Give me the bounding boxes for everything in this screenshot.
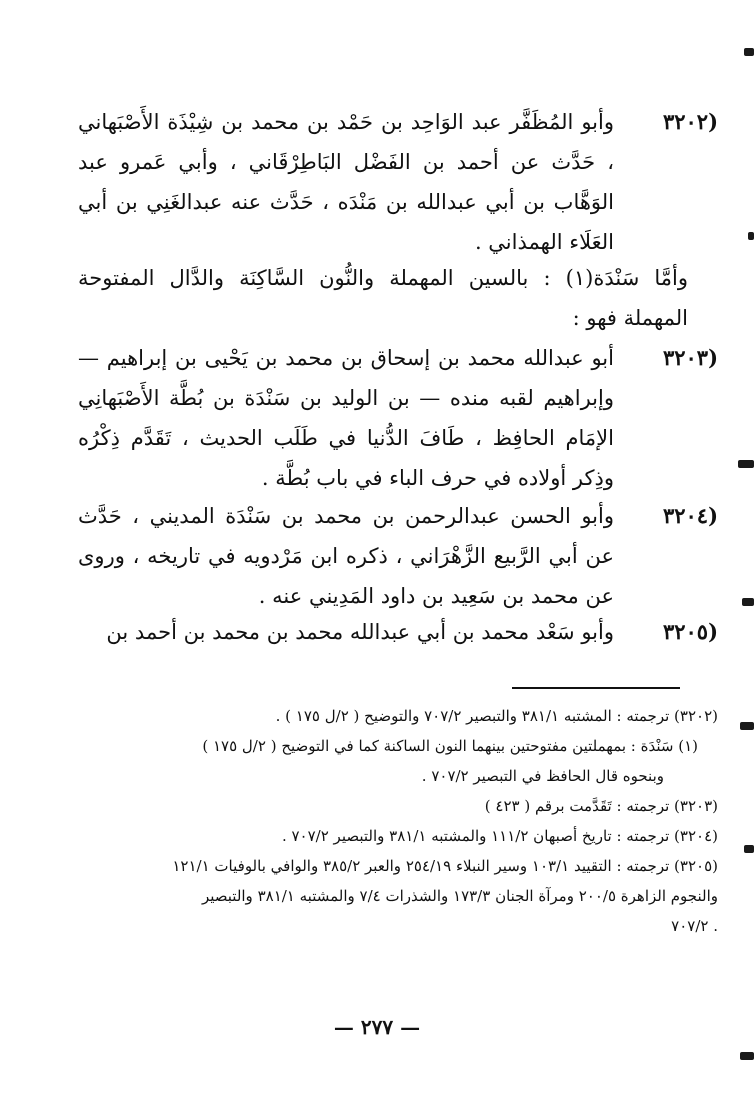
entry-text: وأبو المُظَفَّر عبد الوَاحِد بن حَمْد بن محمد بن شِيْذَة الأَصْبَهاني ، حَدَّث عن أحمد بن الفَضْل البَاطِرْقَاني ، وأبي عَمرو عبد الوَهَّاب بن أبي عبدالله بن مَنْدَه ، حَدَّث عنه عبدالغَنِي بن أبي العَلَاء الهمذاني .	[78, 110, 614, 254]
entry-3204	[78, 496, 718, 616]
entry-number: (٣٢٠٥	[662, 619, 718, 644]
footnote-3205-continued: والنجوم الزاهرة ٢٠٠/٥ ومرآة الجنان ١٧٣/٣ والشذرات ٧/٤ والمشتبه ٣٨١/١ والتبصير	[201, 887, 718, 905]
entry-text: وأمَّا سَنْدَة(١) : بالسين المهملة والنُّون السَّاكِنَة والدَّال المفتوحة المهملة فهو :	[78, 266, 689, 330]
scan-edge-mark	[742, 598, 754, 606]
entry-3205	[78, 612, 718, 652]
scan-edge-mark	[738, 460, 754, 468]
entry-text: أبو عبدالله محمد بن إسحاق بن محمد بن يَحْيى بن إبراهيم — وإبراهيم لقبه منده — بن الوليد بن سَنْدَة بن بُطَّة الأَصْبَهانِي الإمَام الحافِظ ، طَافَ الدُّنيا في طَلَب الحديث ، تَقَدَّم ذِكْرُه وذِكر أولاده في حرف الباء في باب بُطَّة .	[78, 346, 614, 490]
entry-3202	[78, 102, 718, 262]
page-number: — ٢٧٧ —	[333, 1015, 421, 1039]
scan-edge-mark	[744, 48, 754, 56]
footnote-3203: (٣٢٠٣) ترجمته : تَقَدَّمت برقم ( ٤٢٣ )	[484, 797, 718, 815]
footnote-3202: (٣٢٠٢) ترجمته : المشتبه ٣٨١/١ والتبصير ٧٠٧/٢ والتوضيح ( ٢/ل ١٧٥ ) .	[275, 707, 718, 725]
entry-number: (٣٢٠٢	[662, 109, 718, 134]
entry-number: (٣٢٠٣	[662, 345, 718, 370]
footnote-3205-end: . ٧٠٧/٢	[671, 917, 718, 935]
entry-number: (٣٢٠٤	[662, 503, 718, 528]
footnote-3205: (٣٢٠٥) ترجمته : التقييد ١٠٣/١ وسير النبلاء ٢٥٤/١٩ والعبر ٣٨٥/٢ والوافي بالوفيات ١٢١/١	[172, 857, 718, 875]
section-note-sanda	[78, 258, 718, 338]
entry-text: وأبو سَعْد محمد بن أبي عبدالله محمد بن محمد بن أحمد بن	[106, 620, 614, 644]
footnote-1-continued: وبنحوه قال الحافظ في التبصير ٧٠٧/٢ .	[421, 767, 664, 785]
scan-edge-mark	[740, 1052, 754, 1060]
footnote-3204: (٣٢٠٤) ترجمته : تاريخ أصبهان ١١١/٢ والمشتبه ٣٨١/١ والتبصير ٧٠٧/٢ .	[281, 827, 718, 845]
entry-3203	[78, 338, 718, 498]
footnote-1: (١) سَنْدَة : بمهملتين مفتوحتين بينهما النون الساكنة كما في التوضيح ( ٢/ل ١٧٥ )	[202, 737, 698, 755]
scan-edge-mark	[744, 845, 754, 853]
entry-text: وأبو الحسن عبدالرحمن بن محمد بن سَنْدَة المديني ، حَدَّث عن أبي الرَّبيع الزَّهْرَاني ، ذكره ابن مَرْدويه في تاريخه ، وروى عن محمد بن سَعِيد بن داود المَدِيني عنه .	[78, 504, 614, 608]
scan-edge-mark	[740, 722, 754, 730]
scan-edge-mark	[748, 232, 754, 240]
footnote-separator	[512, 687, 680, 689]
